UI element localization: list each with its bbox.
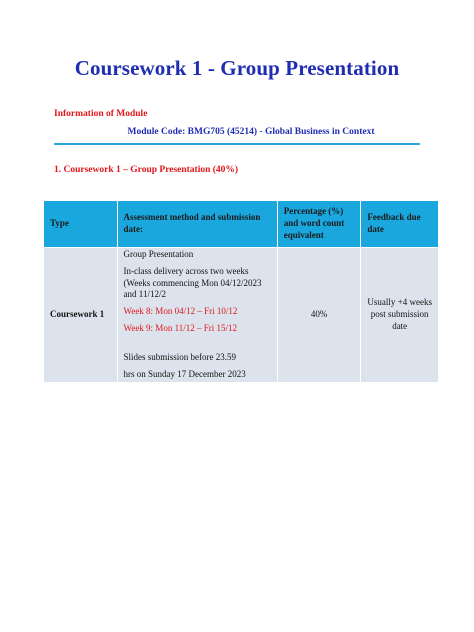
method-submission-1: Slides submission before 23.59 (123, 352, 237, 363)
header-percentage: Percentage (%) and word count equivalent (277, 201, 361, 248)
table-row (44, 248, 439, 383)
cell-type: Coursework 1 (44, 248, 118, 383)
section-heading: 1. Coursework 1 – Group Presentation (40%) (54, 165, 239, 175)
header-method: Assessment method and submission date: (117, 201, 277, 248)
method-line-2: In-class delivery across two weeks (Weeks commencing Mon 04/12/2023 and 11/12/2 (123, 265, 262, 300)
page-title: Coursework 1 - Group Presentation (74, 56, 400, 80)
method-week9: Week 9: Mon 11/12 – Fri 15/12 (123, 322, 237, 333)
header-type: Type (44, 201, 118, 248)
table-header-row (44, 201, 439, 248)
method-week8: Week 8: Mon 04/12 – Fri 10/12 (123, 306, 238, 316)
module-code-line: Module Code: BMG705 (45214) - Global Business in Context (127, 127, 375, 137)
cell-method (117, 248, 277, 383)
method-line-1: Group Presentation (123, 249, 194, 260)
assessment-table (43, 200, 439, 383)
cell-percentage: 40% (277, 248, 361, 383)
header-feedback: Feedback due date (361, 201, 439, 248)
cell-feedback: Usually +4 weeks post submission date (361, 248, 439, 383)
divider-rule (54, 143, 420, 145)
method-submission-2: hrs on Sunday 17 December 2023 (123, 369, 246, 380)
module-info-label: Information of Module (54, 109, 148, 119)
